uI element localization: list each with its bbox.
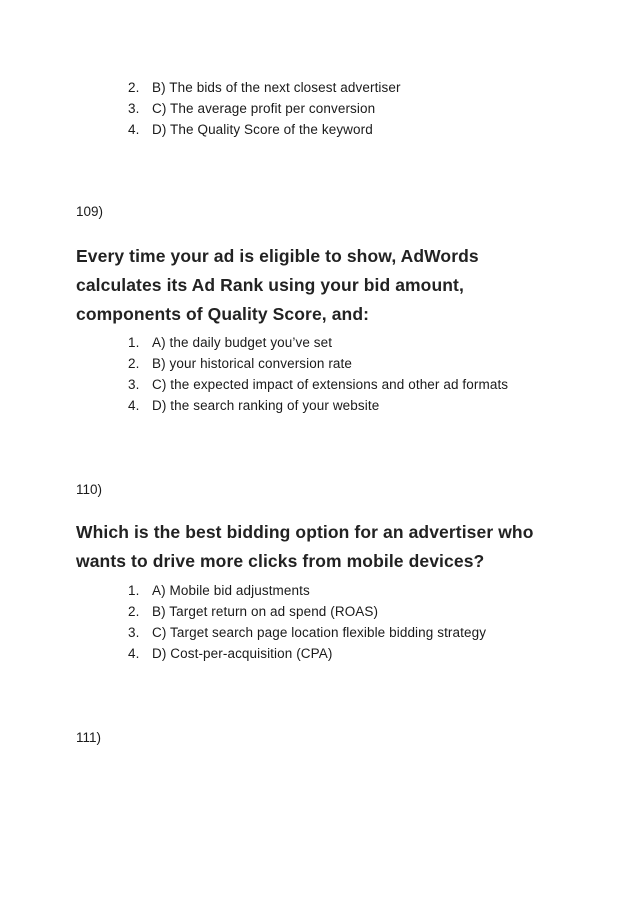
- option-number: 4.: [128, 646, 140, 661]
- option-text: B) Target return on ad spend (ROAS): [152, 604, 379, 619]
- list-item: [128, 622, 486, 643]
- option-list: [128, 77, 401, 140]
- list-item: [128, 119, 401, 140]
- question-number: 111): [76, 730, 102, 745]
- list-item: [128, 353, 508, 374]
- option-number: 3.: [128, 625, 140, 640]
- option-number: 2.: [128, 356, 140, 371]
- option-text: A) the daily budget you’ve set: [152, 335, 333, 350]
- option-number: 4.: [128, 122, 140, 137]
- option-number: 4.: [128, 398, 140, 413]
- question-text: Every time your ad is eligible to show, AdWords calculates its Ad Rank using your bid amount, components of Quality Score, and:: [76, 246, 479, 324]
- question-number: 109): [76, 204, 104, 219]
- option-text: A) Mobile bid adjustments: [152, 583, 310, 598]
- option-number: 2.: [128, 604, 140, 619]
- option-number: 1.: [128, 583, 140, 598]
- option-number: 2.: [128, 80, 140, 95]
- option-list: [128, 332, 508, 416]
- list-item: [128, 601, 486, 622]
- option-text: D) Cost-per-acquisition (CPA): [152, 646, 333, 661]
- option-number: 3.: [128, 377, 140, 392]
- list-item: [128, 98, 401, 119]
- option-text: C) the expected impact of extensions and other ad formats: [152, 377, 509, 392]
- list-item: [128, 580, 486, 601]
- question-number: 110): [76, 482, 103, 497]
- list-item: [128, 643, 486, 664]
- option-list: [128, 580, 486, 664]
- option-number: 3.: [128, 101, 140, 116]
- option-text: B) The bids of the next closest advertiser: [152, 80, 401, 95]
- option-text: B) your historical conversion rate: [152, 356, 352, 371]
- list-item: [128, 77, 401, 98]
- option-text: C) The average profit per conversion: [152, 101, 376, 116]
- list-item: [128, 332, 508, 353]
- list-item: [128, 395, 508, 416]
- option-number: 1.: [128, 335, 140, 350]
- option-text: C) Target search page location flexible bidding strategy: [152, 625, 487, 640]
- option-text: D) the search ranking of your website: [152, 398, 380, 413]
- question-text: Which is the best bidding option for an advertiser who wants to drive more clicks from mobile devices?: [76, 522, 534, 571]
- option-text: D) The Quality Score of the keyword: [152, 122, 373, 137]
- list-item: [128, 374, 508, 395]
